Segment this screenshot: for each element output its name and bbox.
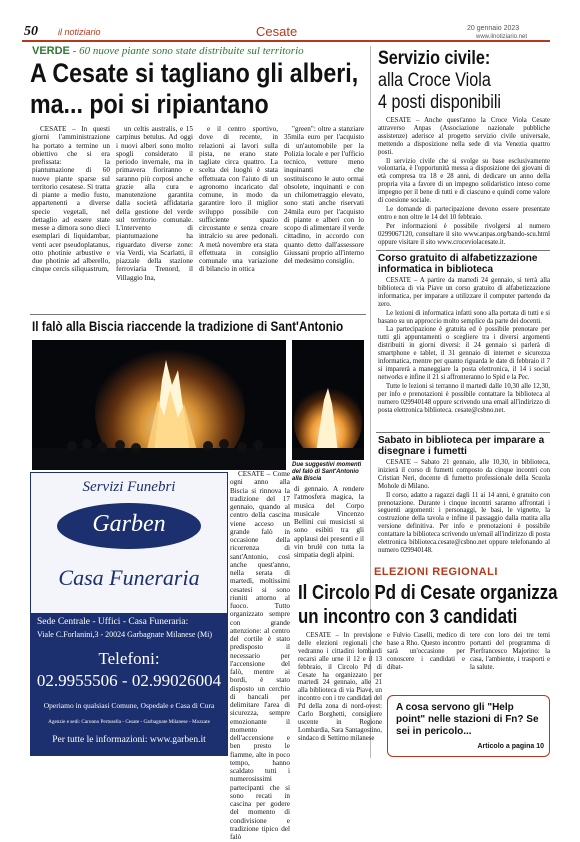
falo-caption: Due suggestivi momenti del falò di Sant'Antonio alla Biscia xyxy=(292,462,362,482)
servizio-p3: Le domande di partecipazione devono essere presentate entro e non oltre le 14 del 10 febbraio. xyxy=(378,205,550,221)
sabato-title: Sabato in biblioteca per imparare a disegnare i fumetti xyxy=(378,435,545,457)
ad-casa-funeraria: Casa Funeraria xyxy=(58,565,200,590)
brand-name: il notiziario xyxy=(58,27,101,37)
masthead xyxy=(0,0,580,46)
falo-photo-large xyxy=(32,340,286,470)
elezioni-kicker: ELEZIONI REGIONALI xyxy=(374,566,498,578)
falo-col-2-text: di gennaio. A rendere l'atmosfera magica, la musica del Corpo musicale Vincenzo Bellini cui musicisti si sono esibiti tra gli applausi dei presenti e il vin brulè con tutta la simpatia degli alpini. xyxy=(294,485,364,559)
ad-operations: Operiamo in qualsiasi Comune, Ospedale e Casa di Cura xyxy=(43,701,215,710)
funeral-ad xyxy=(30,472,228,756)
ad-address-title: Sede Centrale - Uffici - Casa Funeraria: xyxy=(37,617,189,627)
sabato-p2: Il corso, adatto a ragazzi dagli 11 ai 14 anni, è gratuito con prenotazione. Durante i cinque incontri saranno affrontati i seguenti argomenti: i personaggi, le basi, le vignette, la costruzione della tavola e infine il passaggio dalla matita alla versione definitiva. Per info e prenotazioni è possibile contattare la biblioteca scrivendo un'email all'indirizzo di posta elettronica biblioteca.cesate@csbno.net oppure telefonando al numero 029940148. xyxy=(378,491,550,554)
sabato-p1: CESATE – Sabato 21 gennaio, alle 10,30, in biblioteca, inizierà il corso di fumetti composto da cinque incontri con Cristian Neri, docente di fumetto professionale della Scuola Mohole di Milano. xyxy=(378,459,550,490)
elezioni-col-1-text: CESATE – In previsione delle elezioni regionali che vedranno i cittadini lombardi recarsi alle urne il 12 e il 13 febbraio, il Circolo Pd di Cesate ha organizzato per martedì 24 gennaio, alle 21 alla biblioteca di via Piave, un incontro con i tre candidati del Pd della zona di nord-ovest: Carlo Borghetti, consigliere uscente in Regione Lombardia, Sara Santagostino, sindaco di Settimo milanese xyxy=(298,632,382,742)
corso-body xyxy=(378,277,550,415)
ad-brand: Garben xyxy=(92,511,166,537)
servizio-title-3: 4 posti disponibili xyxy=(378,92,501,113)
elezioni-col-2 xyxy=(387,632,465,673)
page-number: 50 xyxy=(24,24,38,39)
kicker-verde: VERDE xyxy=(32,45,70,57)
elezioni-col-3-text: tere con loro dei tre temi portanti del programma di Pierfrancesco Majorino: la casa, l'ambiente, i trasporti e la salute. xyxy=(470,632,550,671)
falo-photo-small xyxy=(292,340,364,460)
falo-col-1 xyxy=(230,470,290,842)
teaser-box[interactable] xyxy=(387,695,550,757)
servizio-title-1: Servizio civile: xyxy=(378,48,491,69)
elezioni-headline-2: un incontro con 3 candidati xyxy=(298,606,518,628)
ad-agencies: Agenzie e sedi: Caronno Pertusella - Cesate - Garbagnate Milanese - Mozzate xyxy=(48,719,210,725)
masthead-rule xyxy=(22,40,550,42)
teaser-text: A cosa servono gli "Help point" nelle stazioni di Fn? Se sei in pericolo... xyxy=(396,702,539,737)
corso-p1: CESATE – A partire da martedì 24 gennaio, si terrà alla biblioteca di via Piave un corso gratuito di alfabetizzazione informatica, per imparare a utilizzare il computer partendo da zero. xyxy=(378,277,550,308)
elezioni-col-1 xyxy=(298,632,382,744)
main-col-1-text: CESATE – In questi giorni l'amministrazione ha portato a termine un obiettivo che si era prefissata: la piantumazione di 60 nuove piante sparse sul territorio cesatese. Si tratta di piante a medio fusto, appartenenti a diverse specie vegetali, nel dettaglio ad essere state messe a dimora sono dieci esemplari di liquidambar, venti acer pseudoplatanus, otto photinie arbustive e due photinie ad alberello, cinque cercis siliquastrum, xyxy=(32,125,110,274)
servizio-body xyxy=(378,117,550,248)
ad-address: Viale C.Forlanini,3 - 20024 Garbagnate Milanese (Mi) xyxy=(37,630,213,639)
main-col-3 xyxy=(199,125,278,275)
issue-date: 20 gennaio 2023 xyxy=(467,25,520,32)
main-subhead: - 60 nuove piante sono state distribuite sul territorio xyxy=(72,45,304,57)
main-kicker xyxy=(32,45,304,57)
servizio-p1: CESATE – Anche quest'anno la Croce Viola Cesate attraverso Anpas (Associazione nazionale pubbliche assistenze) aderisce al progetto servizio civile universale, mettendo a disposizione nella sede di via Venezia quattro posti. xyxy=(378,117,550,156)
falo-col-2 xyxy=(294,485,364,560)
falo-top-rule xyxy=(30,314,366,315)
corso-p3: La partecipazione è gratuita ed è possibile prenotare per tutti gli appuntamenti o scegliere tra i diversi argomenti distribuiti in giorni diversi: il 24 gennaio si parlerà di smartphone e tablet, il 31 gennaio di internet e sicurezza informatica, mentre per quanto riguarda le date di febbraio il 7 si imparerà a maneggiare la posta elettronica, il 14 i social networks e infine il 21 si affronteranno lo Spid e la Pec. xyxy=(378,326,550,381)
main-col-4 xyxy=(284,125,364,266)
ad-servizi-funebri: Servizi Funebri xyxy=(82,479,176,495)
corso-title: Corso gratuito di alfabetizzazione informatica in biblioteca xyxy=(378,253,538,275)
teaser-ref: Articolo a pagina 10 xyxy=(477,743,544,750)
main-col-4-text: "green": oltre a stanziare 35mila euro per l'acquisto di un'automobile per la Polizia locale e per l'ufficio tecnico, vetture meno inquinanti che sostituiscono le auto ormai obsolete, inquinanti e con un chilometraggio elevato, sono stati anche riservati 24mila euro per l'acquisto di piante e alberi con lo scopo di alimentare il verde cittadino, in accordo con quanto detto dall'assessore Giussani proprio all'interno del medesimo consiglio. xyxy=(284,125,364,265)
ad-phone-label: Telefoni: xyxy=(98,649,160,668)
bonfire-image-small xyxy=(292,340,364,460)
corso-top-rule xyxy=(376,250,550,251)
main-col-2 xyxy=(116,125,193,283)
servizio-p4: Per informazioni è possibile rivolgersi al numero 0299067120, consultare il sito www.anpas.org/bando-scu.html oppure visitare il sito www.croceviolacesate.it. xyxy=(378,222,550,246)
corso-p4: Tutte le lezioni si terranno il martedì dalle 10,30 alle 12,30, per info e prenotazioni è possibile contattare la biblioteca al numero 029940148 oppure scrivendo una email all'indirizzo di posta elettronica biblioteca. cesate@csbno.net. xyxy=(378,382,550,414)
servizio-p2: Il servizio civile che si svolge su base esclusivamente volontaria, è l'opportunità messa a disposizione dei giovani di età compresa tra 18 e 28 anni, di dedicare un anno della propria vita a favore di un impegno solidaristico inteso come impegno per il bene di tutti e di ciascuno e quindi come valore di coesione sociale. xyxy=(378,157,550,205)
servizio-title-2: alla Croce Viola xyxy=(378,70,491,91)
sabato-body xyxy=(378,459,550,556)
ad-info: Per tutte le informazioni: www.garben.it xyxy=(52,735,206,745)
section-title: Cesate xyxy=(256,24,298,39)
corso-p2: Le lezioni di informatica infatti sono alla portata di tutti e si basano su un approccio molto semplice da parte dei docenti. xyxy=(378,309,550,325)
elezioni-col-2-text: e Fulvio Caselli, medico di base a Rho. Questo incontro sarà un'occasione per conoscere i candidati e dibat- xyxy=(387,632,465,671)
main-col-1 xyxy=(32,125,110,275)
ad-phones: 02.9955506 - 02.99026004 xyxy=(36,671,222,690)
main-col-3-text: e il centro sportivo, dove di recente, in relazioni ai lavori sulla pista, ne erano state tagliate circa quattro. La scelta dei luoghi è stata effettuata con l'aiuto di un agronomo incaricato dal comune, in modo da garantire loro il miglior sviluppo possibile con sufficiente spazio circostante e senza creare intralcio su aree pedonali. A metà novembre era stata effettuata in consiglio comunale una variazione di bilancio in ottica xyxy=(199,125,278,274)
elezioni-headline-1: Il Circolo Pd di Cesate organizza xyxy=(298,582,558,604)
elezioni-col-3 xyxy=(470,632,550,673)
falo-col-1-text: CESATE – Come ogni anno alla Biscia si rinnova la tradizione del 17 gennaio, quando al centro della cascina viene acceso un grande falò in occasione della ricorrenza di sant'Antonio, così anche quest'anno, nella serata di martedì, moltissimi cesatesi si sono riuniti attorno al fuoco. Tutto organizzato sempre con grande attenzione: al centro del cortile è stato predisposto il necessario per l'accensione del falò, mentre ai bordi, è stato disposto un cerchio di bancali per delimitare l'area di sicurezza, sempre emozionante il momento dell'accensione e ben presto le fiamme, alte in poco tempo, hanno scaldato tutti i numerosissimi partecipanti che si sono recati in cascina per godere del momento di condivisione e tradizione tipico del falò xyxy=(230,470,290,841)
main-col-2-text: un celtis australis, e 15 carpinus betulus. Ad oggi i nuovi alberi sono molto spogli considerato il periodo invernale, ma in primavera fioriranno e saranno più corposi anche grazie alla cura e manutenzione garantita dalla società affidataria della gestione del verde sul territorio comunale. L'intervento di piantumazione ha riguardato diverse zone: via Verdi, via Scarlatti, il piazzale della stazione ferroviaria Trenord, il Villaggio Ina, xyxy=(116,125,193,282)
main-headline-1: A Cesate si tagliano gli alberi, xyxy=(30,58,359,88)
sabato-top-rule xyxy=(376,432,550,433)
main-headline-2: ma... poi si ripiantano xyxy=(30,89,269,119)
falo-headline: Il falò alla Biscia riaccende la tradizione di Sant'Antonio xyxy=(32,318,344,334)
website: www.ilnotiziario.net xyxy=(476,34,528,40)
bonfire-image xyxy=(32,340,286,470)
